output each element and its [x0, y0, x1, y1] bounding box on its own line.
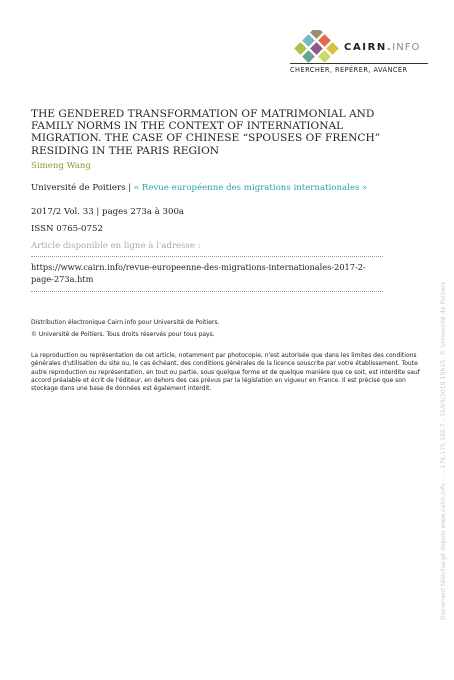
brand-info: INFO: [392, 42, 421, 53]
publisher-line: [31, 183, 367, 193]
available-label: Article disponible en ligne à l'adresse :: [31, 241, 201, 251]
cairn-mosaic-icon: [290, 30, 342, 64]
publisher: Université de Poitiers: [31, 183, 126, 193]
article-title: THE GENDERED TRANSFORMATION OF MATRIMONIAL AND FAMILY NORMS IN THE CONTEXT OF INTERNATIONAL MIGRATION. THE CASE OF CHINESE “SPOUSES OF FRENCH” RESIDING IN THE PARIS REGION: [31, 108, 381, 157]
separator: |: [125, 183, 134, 193]
author-name[interactable]: Simeng Wang: [31, 161, 91, 171]
brand-main: CAIRN: [344, 42, 387, 53]
brand-dot: .: [386, 42, 393, 53]
cairn-logo[interactable]: [290, 30, 430, 80]
journal-link[interactable]: « Revue européenne des migrations internationales »: [133, 183, 368, 193]
issue-info: 2017/2 Vol. 33 | pages 273a à 300a: [31, 207, 185, 217]
distribution-notice: Distribution électronique Cairn.info pour Université de Poitiers.: [31, 319, 220, 326]
copyright-notice: © Université de Poitiers. Tous droits réservés pour tous pays.: [31, 331, 215, 338]
divider-bottom: [31, 291, 383, 292]
legal-notice: La reproduction ou représentation de cet article, notamment par photocopie, n'est autorisée que dans les limites des conditions générales d'utilisation du site ou, le cas échéant, des conditions générales de la licence souscrite par votre établissement. Toute autre reproduction ou représentation, en tout ou partie, sous quelque forme et de quelque manière que ce soit, est interdite sauf accord préalable et écrit de l'éditeur, en dehors des cas prévus par la législation en vigueur en France. Il est précisé que son stockage dans une base de données est également interdit.: [31, 352, 420, 393]
cairn-wordmark: [344, 42, 420, 53]
tagline: CHERCHER, REPÉRER, AVANCER: [290, 66, 408, 74]
divider-top: [31, 256, 383, 257]
article-url[interactable]: https://www.cairn.info/revue-europeenne-des-migrations-internationales-2017-2-page-273a.htm: [31, 262, 366, 284]
tagline-rule: [290, 63, 428, 64]
download-stamp: Document téléchargé depuis www.cairn.info - - - 176.175.165.7 - 31/05/2019 15h25. © Université de Poitiers: [440, 281, 447, 620]
issn: ISSN 0765-0752: [31, 224, 103, 234]
